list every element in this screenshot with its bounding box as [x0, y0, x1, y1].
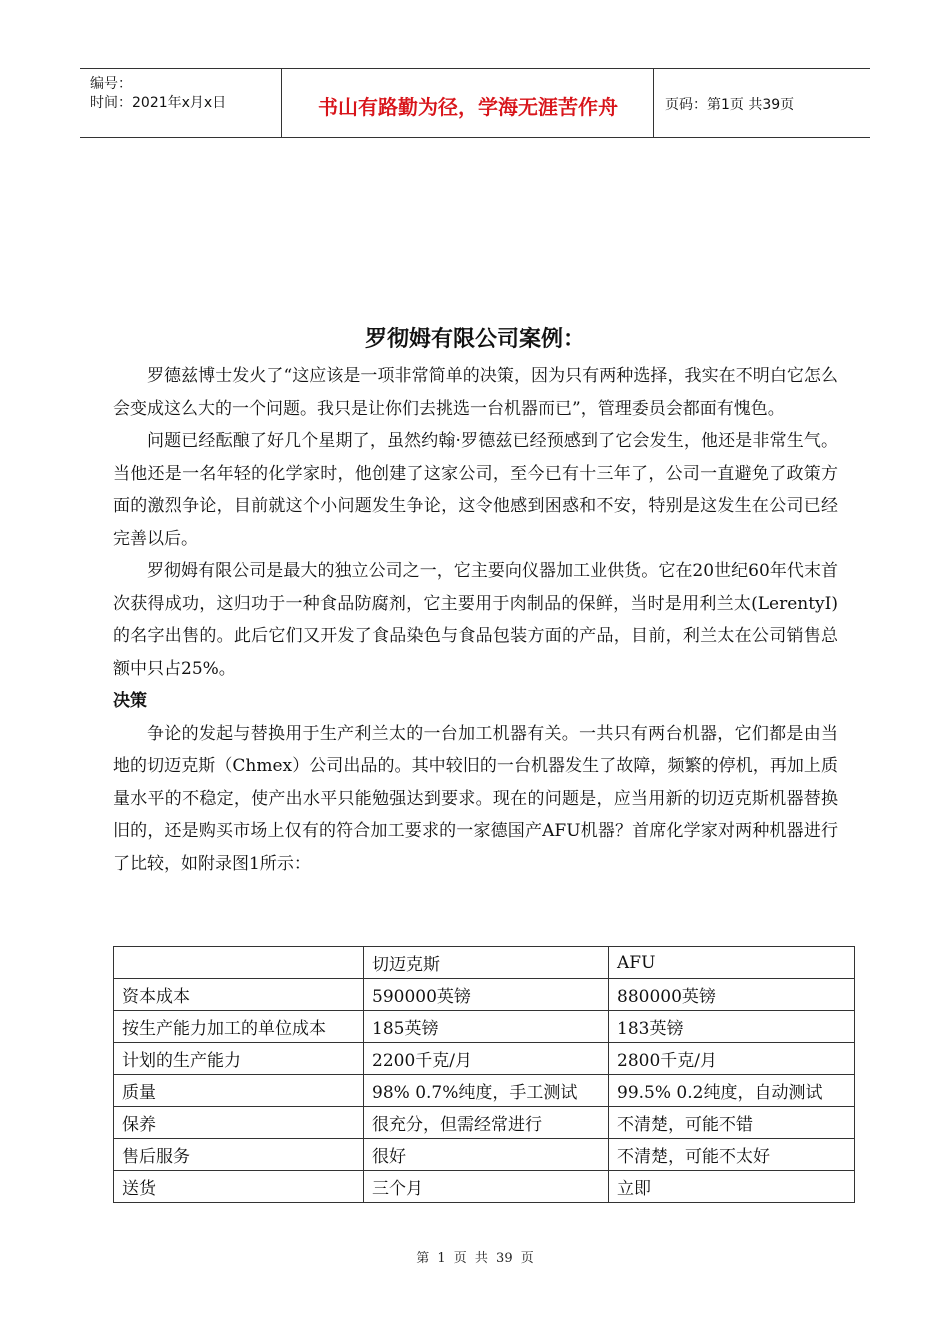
- table-row: [114, 1011, 855, 1043]
- table-cell: 98% 0.7%纯度，手工测试: [364, 1075, 609, 1107]
- comparison-table: [113, 946, 855, 1203]
- table-cell: 按生产能力加工的单位成本: [114, 1011, 364, 1043]
- table-cell: 99.5% 0.2纯度，自动测试: [609, 1075, 855, 1107]
- paragraph: 罗彻姆有限公司是最大的独立公司之一，它主要向仪器加工业供货。它在20世纪60年代末首次获得成功，这归功于一种食品防腐剂，它主要用于肉制品的保鲜，当时是用利兰太(LerentyI)的名字出售的。此后它们又开发了食品染色与食品包装方面的产品，目前，利兰太在公司销售总额中只占25%。: [113, 561, 838, 679]
- table-cell: 立即: [609, 1171, 855, 1203]
- table-cell: 送货: [114, 1171, 364, 1203]
- table-cell: 2800千克/月: [609, 1043, 855, 1075]
- document-title: 罗彻姆有限公司案例：: [364, 327, 585, 352]
- table-cell: 切迈克斯: [364, 947, 609, 979]
- header-motto: 书山有路勤为径，学海无涯苦作舟: [318, 95, 618, 119]
- header-code-label: 编号：: [90, 76, 132, 92]
- table-cell: 880000英镑: [609, 979, 855, 1011]
- table-cell: [114, 947, 364, 979]
- header-divider: [653, 69, 654, 137]
- table-cell: 计划的生产能力: [114, 1043, 364, 1075]
- table-cell: 资本成本: [114, 979, 364, 1011]
- paragraph: 罗德兹博士发火了“这应该是一项非常简单的决策，因为只有两种选择，我实在不明白它怎么会变成这么大的一个问题。我只是让你们去挑选一台机器而已”，管理委员会都面有愧色。: [113, 366, 838, 419]
- table-header-row: [114, 947, 855, 979]
- table-row: [114, 1075, 855, 1107]
- header-meta: [90, 75, 226, 113]
- table-cell: 质量: [114, 1075, 364, 1107]
- table-cell: 不清楚，可能不错: [609, 1107, 855, 1139]
- header-divider: [281, 69, 282, 137]
- table-row: [114, 1043, 855, 1075]
- table-row: [114, 1139, 855, 1171]
- paragraph: 争论的发起与替换用于生产利兰太的一台加工机器有关。一共只有两台机器，它们都是由当地的切迈克斯（Chmex）公司出品的。其中较旧的一台机器发生了故障，频繁的停机，再加上质量水平的不稳定，使产出水平只能勉强达到要求。现在的问题是，应当用新的切迈克斯机器替换旧的，还是购买市场上仅有的符合加工要求的一家德国产AFU机器？首席化学家对两种机器进行了比较，如附录图1所示：: [113, 723, 838, 874]
- table-row: [114, 1107, 855, 1139]
- table-row: [114, 979, 855, 1011]
- table-cell: 保养: [114, 1107, 364, 1139]
- table-cell: 三个月: [364, 1171, 609, 1203]
- table-cell: 185英镑: [364, 1011, 609, 1043]
- table-cell: 590000英镑: [364, 979, 609, 1011]
- header-date-label: 时间：2021年x月x日: [90, 95, 227, 111]
- table-cell: 很充分，但需经常进行: [364, 1107, 609, 1139]
- table-cell: 很好: [364, 1139, 609, 1171]
- table-cell: 不清楚，可能不太好: [609, 1139, 855, 1171]
- table-cell: 183英镑: [609, 1011, 855, 1043]
- document-body: [113, 360, 838, 880]
- paragraph: 问题已经酝酿了好几个星期了，虽然约翰·罗德兹已经预感到了它会发生，他还是非常生气。当他还是一名年轻的化学家时，他创建了这家公司，至今已有十三年了，公司一直避免了政策方面的激烈争论，目前就这个小问题发生争论，这令他感到困惑和不安，特别是这发生在公司已经完善以后。: [113, 431, 838, 549]
- table-cell: 售后服务: [114, 1139, 364, 1171]
- section-heading: 决策: [113, 691, 147, 711]
- page-footer: 第 1 页 共 39 页: [416, 1251, 534, 1266]
- page-header: [80, 68, 870, 138]
- table-row: [114, 1171, 855, 1203]
- table-cell: AFU: [609, 947, 855, 979]
- header-page-info: 页码：第1页 共39页: [665, 97, 795, 113]
- table-cell: 2200千克/月: [364, 1043, 609, 1075]
